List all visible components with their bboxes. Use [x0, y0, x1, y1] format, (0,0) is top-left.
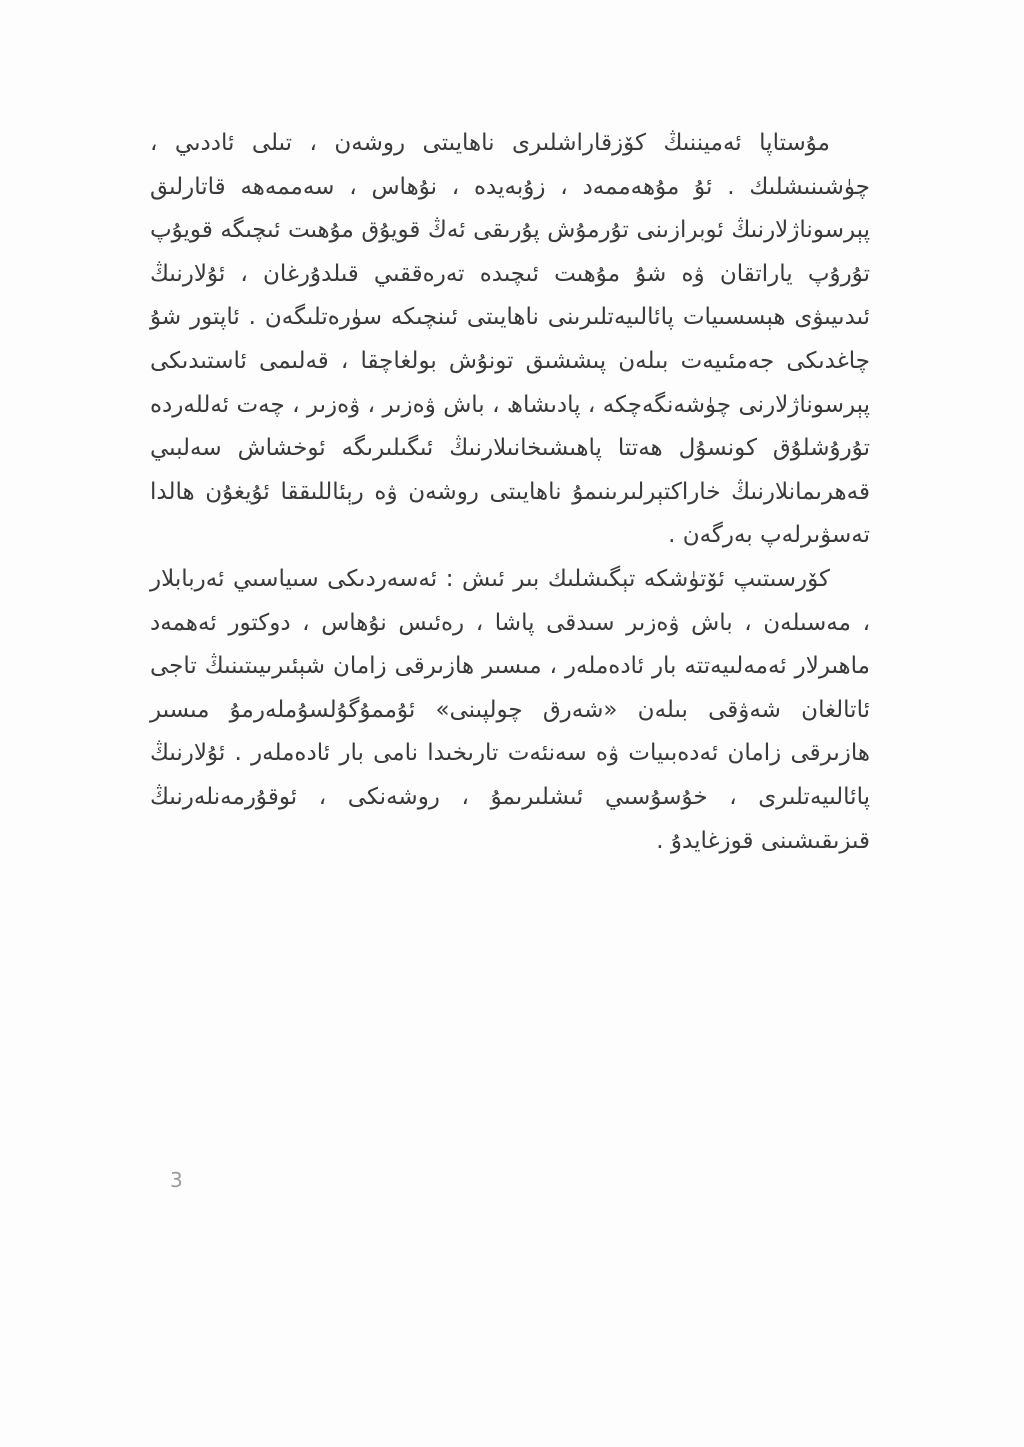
- paragraph-1: مۇستاپا ئەميننىڭ كۆزقاراشلىرى ناھايىتى روشەن ، تىلى ئاددىي ، چۈشىنىشلىك . ئۇ مۇھەممەد ، زۇبەيدە ، نۇھاس ، سەممەھە قاتارلىق پېرسوناژلارنىڭ ئوبرازىنى تۇرمۇش پۇرىقى ئەڭ قويۇق مۇھىت ئىچىگە قويۇپ تۇرۇپ ياراتقان ۋە شۇ مۇھىت ئىچىدە تەرەققىي قىلدۇرغان ، ئۇلارنىڭ ئىدىيىۋى ھېسسىيات پائالىيەتلىرىنى ناھايىتى ئىنچىكە سۈرەتلىگەن . ئاپتور شۇ چاغدىكى جەمئىيەت بىلەن پىششىق تونۇش بولغاچقا ، قەلىمى ئاستىدىكى پېرسوناژلارنى چۈشەنگەچكە ، پادىشاھ ، باش ۋەزىر ، ۋەزىر ، چەت ئەللەردە تۇرۇشلۇق كونسۇل ھەتتا پاھىشىخانىلارنىڭ ئىگىلىرىگە ئوخشاش سەلبىي قەھرىمانلارنىڭ خاراكتېرلىرىنىمۇ ناھايىتى روشەن ۋە رېئاللىققا ئۇيغۇن ھالدا تەسۋىرلەپ بەرگەن .: [150, 130, 870, 549]
- paragraph-2: كۆرسىتىپ ئۆتۈشكە تېگىشلىك بىر ئىش : ئەسەردىكى سىياسىي ئەربابلار ، مەسىلەن ، باش ۋەزىر سىدقى پاشا ، رەئىس نۇھاس ، دوكتور ئەھمەد ماھىرلار ئەمەلىيەتتە بار ئادەملەر ، مىسىر ھازىرقى زامان شېئىرىيىتىنىڭ تاجى ئاتالغان شەۋقى بىلەن «شەرق چولپىنى» ئۇممۇگۇلسۇملەرمۇ مىسىر ھازىرقى زامان ئەدەبىيات ۋە سەنئەت تارىخىدا نامى بار ئادەملەر . ئۇلارنىڭ پائالىيەتلىرى ، خۇسۇسىي ئىشلىرىمۇ ، روشەنكى ، ئوقۇرمەنلەرنىڭ قىزىقىشىنى قوزغايدۇ .: [150, 565, 870, 854]
- body-text: [150, 122, 870, 863]
- page-number: 3: [170, 1168, 183, 1192]
